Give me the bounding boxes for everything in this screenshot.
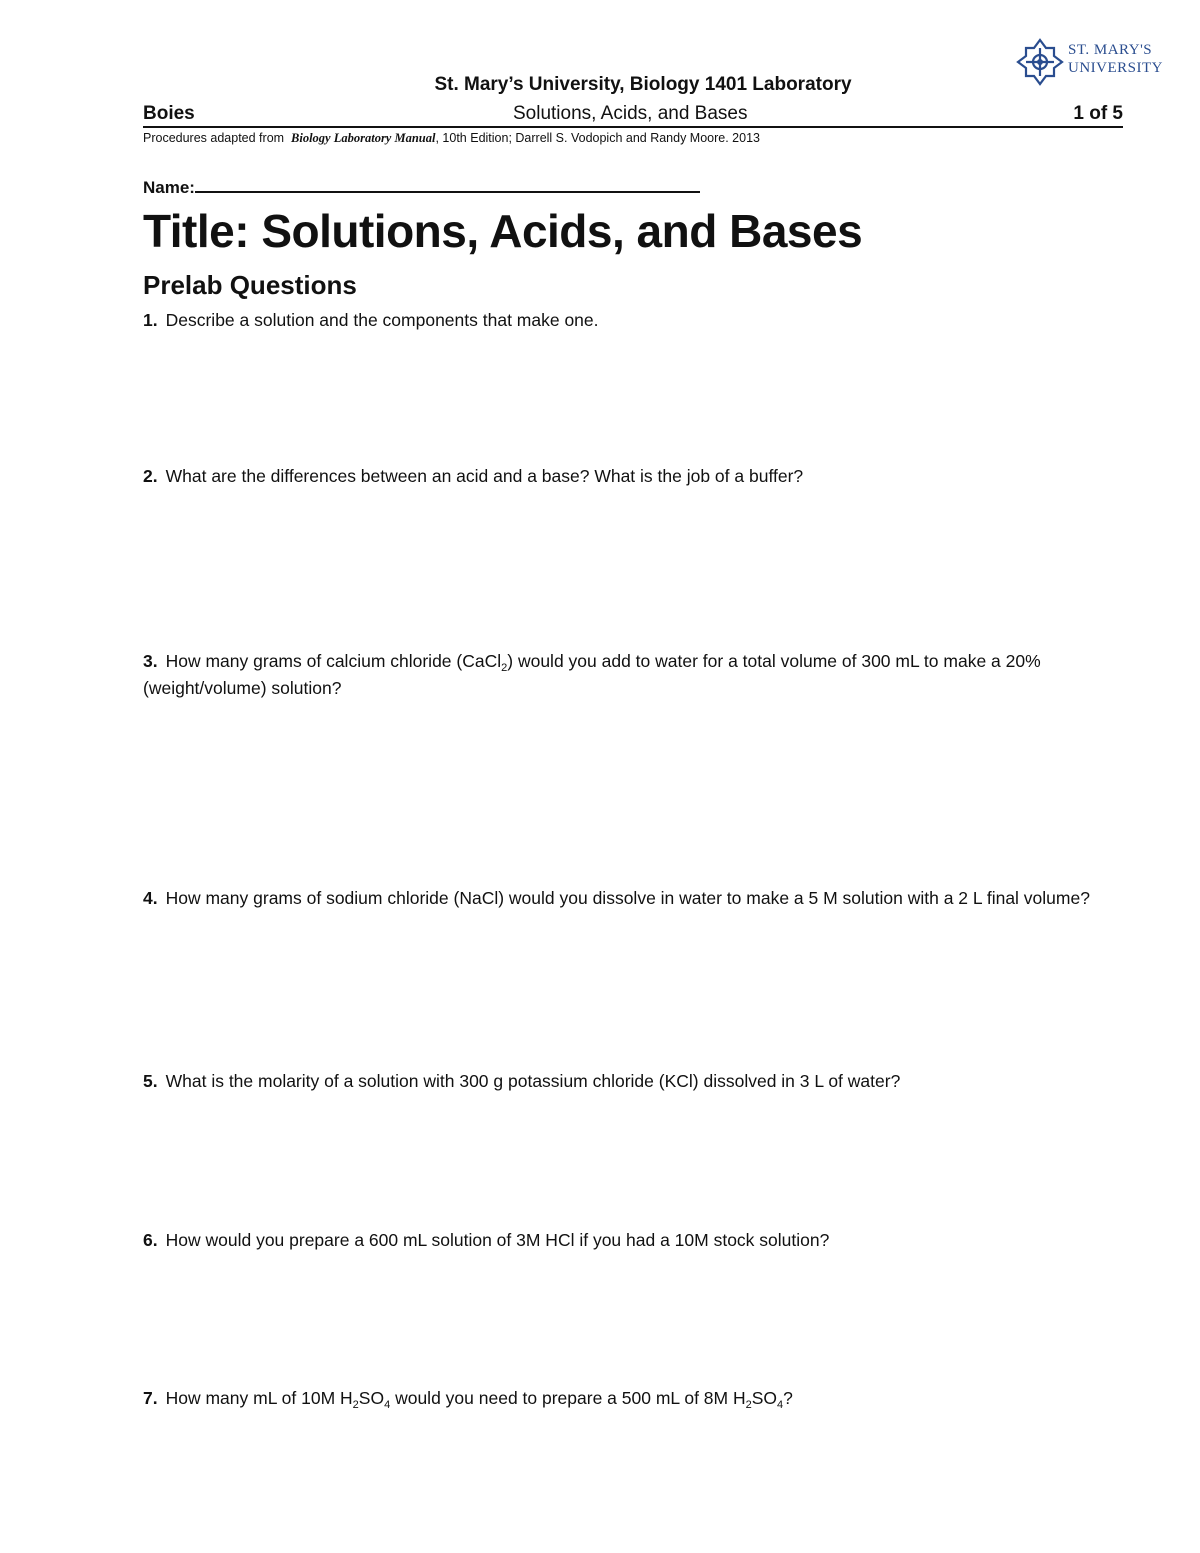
question-text: How many mL of 10M H — [165, 1388, 353, 1408]
question-text-cont: ) would you add to water for a total volume of 300 mL to make a 20% (weight/volume) solution? — [143, 651, 1041, 698]
question-number: 6. — [143, 1230, 158, 1250]
question-4 — [143, 885, 1123, 912]
question-number: 3. — [143, 651, 158, 671]
subscript: 4 — [384, 1399, 391, 1411]
question-number: 1. — [143, 310, 158, 330]
question-number: 5. — [143, 1071, 158, 1091]
question-number: 7. — [143, 1388, 158, 1408]
question-text: What is the molarity of a solution with 300 g potassium chloride (KCl) dissolved in 3 L of water? — [165, 1071, 901, 1091]
question-7 — [143, 1385, 1123, 1412]
question-number: 4. — [143, 888, 158, 908]
question-6 — [143, 1227, 1123, 1254]
question-text: How many grams of calcium chloride (CaCl — [165, 651, 502, 671]
logo-line-2: UNIVERSITY — [1068, 60, 1163, 76]
question-text-cont: SO — [358, 1388, 385, 1408]
question-5 — [143, 1068, 1123, 1095]
logo-line-1: ST. MARY'S — [1068, 42, 1153, 58]
citation-prefix: Procedures adapted from — [143, 131, 285, 145]
header-subject: Solutions, Acids, and Bases — [513, 103, 748, 124]
question-text: What are the differences between an acid and a base? What is the job of a buffer? — [165, 466, 804, 486]
name-label: Name: — [143, 178, 195, 197]
header-author: Boies — [143, 103, 195, 124]
header-page-number: 1 of 5 — [1073, 103, 1123, 124]
question-number: 2. — [143, 466, 158, 486]
question-3 — [143, 648, 1123, 702]
citation — [143, 131, 760, 146]
header-row — [143, 102, 1123, 128]
question-text: How would you prepare a 600 mL solution of 3M HCl if you had a 10M stock solution? — [165, 1230, 830, 1250]
subscript: 4 — [777, 1399, 784, 1411]
question-text-cont: SO — [751, 1388, 778, 1408]
page-title: Title: Solutions, Acids, and Bases — [143, 205, 863, 257]
citation-suffix: , 10th Edition; Darrell S. Vodopich and Randy Moore. 2013 — [435, 131, 760, 145]
course-header: St. Mary’s University, Biology 1401 Laboratory — [434, 74, 852, 95]
question-2 — [143, 463, 1123, 490]
question-text: Describe a solution and the components that make one. — [165, 310, 599, 330]
question-text-cont: ? — [783, 1388, 793, 1408]
question-1 — [143, 307, 1123, 334]
citation-book-title: Biology Laboratory Manual — [291, 131, 436, 145]
subscript: 2 — [745, 1399, 752, 1411]
name-field[interactable] — [143, 175, 700, 198]
subscript: 2 — [352, 1399, 359, 1411]
section-heading: Prelab Questions — [143, 270, 357, 300]
subscript: 2 — [501, 662, 508, 674]
question-text-cont: would you need to prepare a 500 mL of 8M H — [390, 1388, 746, 1408]
name-blank-line[interactable] — [195, 175, 700, 193]
question-text: How many grams of sodium chloride (NaCl) would you dissolve in water to make a 5 M solution with a 2 L final volume? — [165, 888, 1090, 908]
